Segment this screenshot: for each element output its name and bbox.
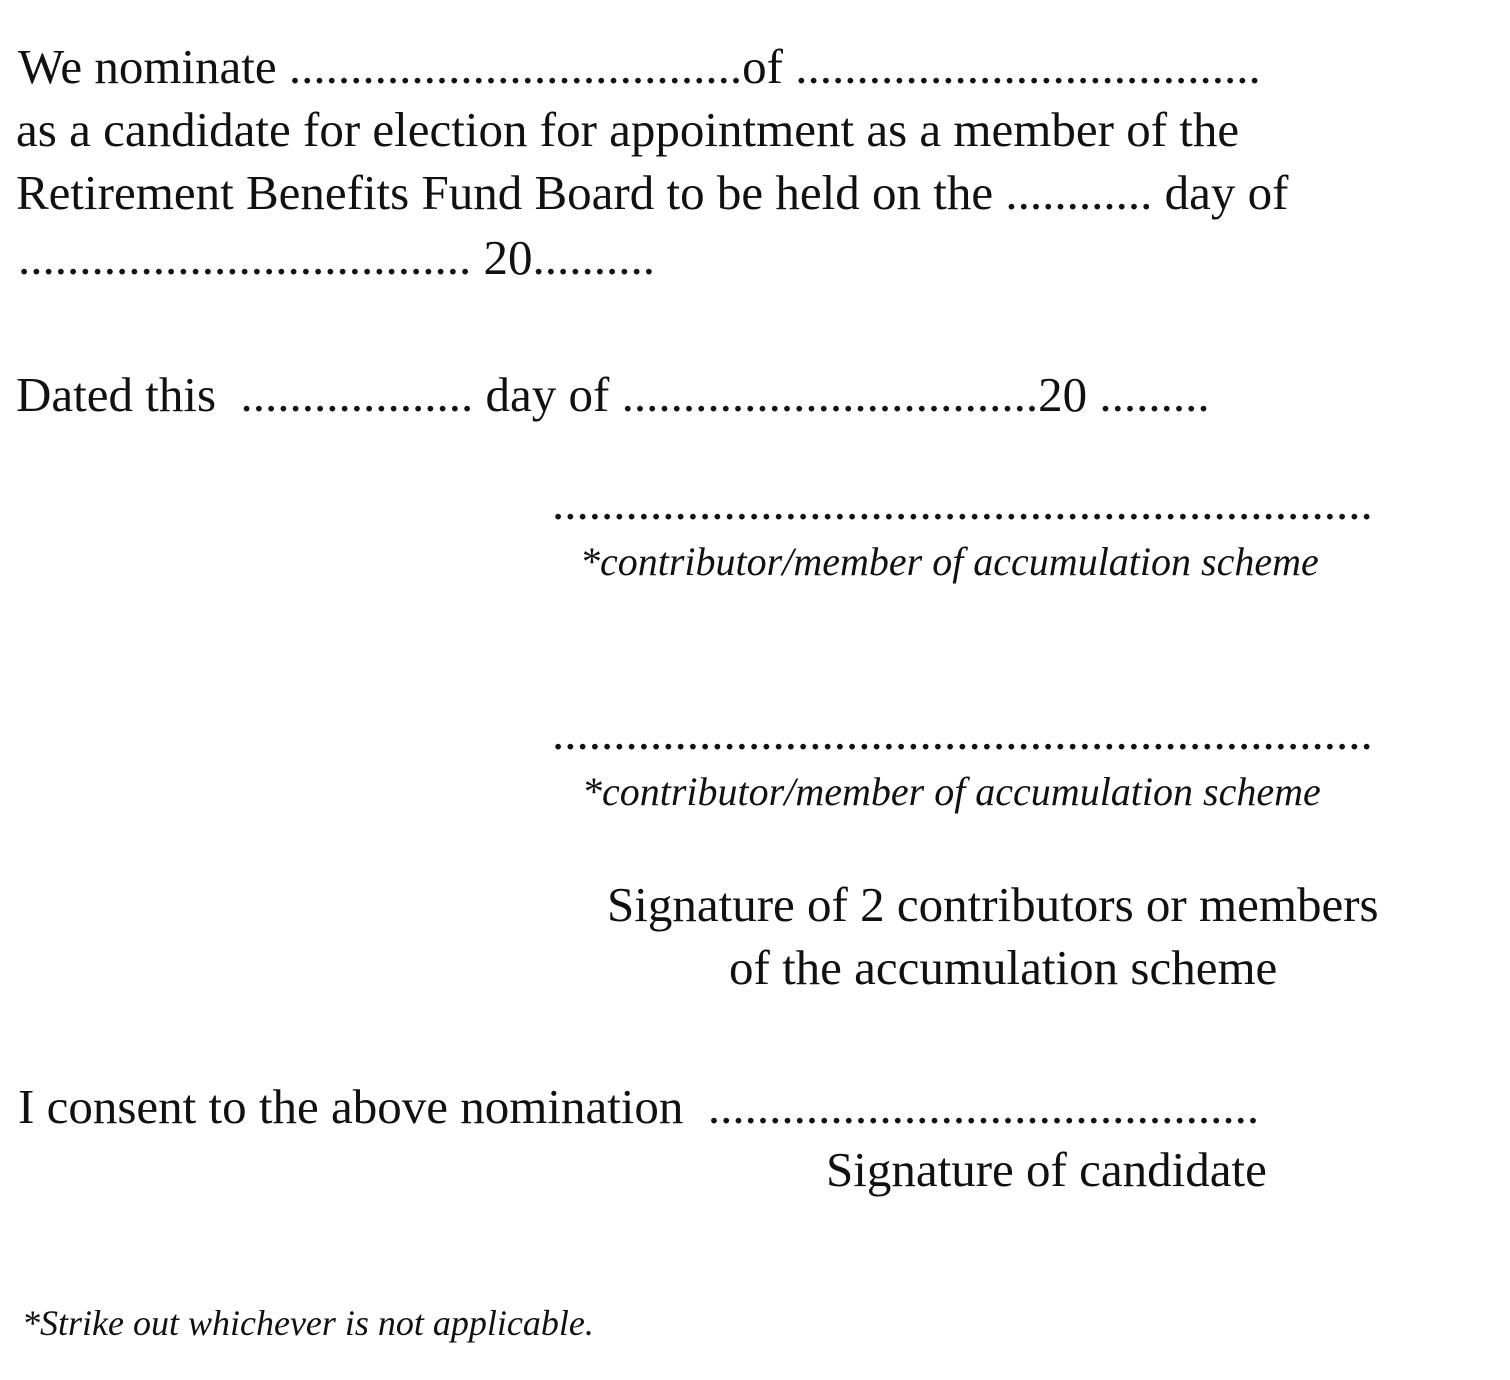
- footnote: *Strike out whichever is not applicable.: [22, 1303, 594, 1343]
- signature-group-label-1: Signature of 2 contributors or members: [607, 877, 1379, 932]
- nomination-line-2: as a candidate for election for appointment as a member of the: [16, 102, 1240, 157]
- signature-caption-2: *contributor/member of accumulation scheme: [582, 769, 1321, 814]
- candidate-signature-caption: Signature of candidate: [826, 1142, 1267, 1197]
- signature-line-1: ...................................................................: [552, 475, 1373, 530]
- signature-line-2: ...................................................................: [552, 705, 1373, 760]
- consent-line: I consent to the above nomination .............................................: [18, 1079, 1260, 1134]
- nomination-line-4: ..................................... 20..........: [18, 230, 655, 285]
- signature-group-label-2: of the accumulation scheme: [729, 940, 1278, 995]
- signature-caption-1: *contributor/member of accumulation scheme: [580, 539, 1319, 584]
- dated-line: Dated this ................... day of ..................................20 .........: [16, 367, 1210, 422]
- nomination-line-1: We nominate .....................................of ......................................: [18, 39, 1261, 94]
- nomination-line-3: Retirement Benefits Fund Board to be held on the ............ day of: [16, 165, 1289, 220]
